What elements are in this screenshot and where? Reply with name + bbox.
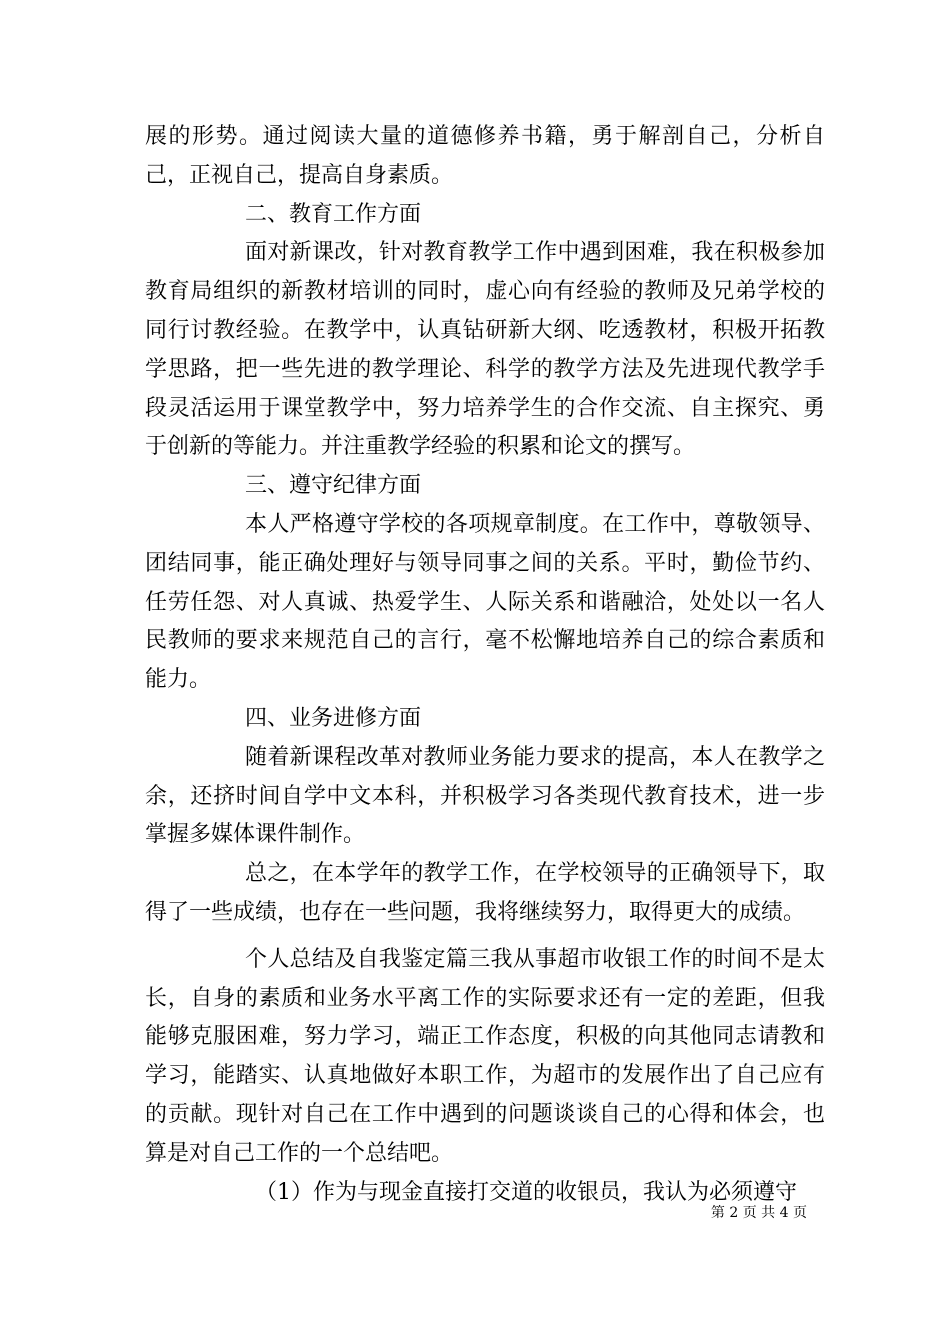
paragraph-discipline: 本人严格遵守学校的各项规章制度。在工作中，尊敬领导、团结同事，能正确处理好与领导同事之间的关系。平时，勤俭节约、任劳任怨、对人真诚、热爱学生、人际关系和谐融洽，处处以一名人民教师的要求来规范自己的言行，毫不松懈地培养自己的综合素质和能力。 — [145, 511, 825, 693]
paragraph-part-three: 个人总结及自我鉴定篇三我从事超市收银工作的时间不是太长，自身的素质和业务水平离工作的实际要求还有一定的差距，但我能够克服困难，努力学习，端正工作态度，积极的向其他同志请教和学习，能踏实、认真地做好本职工作，为超市的发展作出了自己应有的贡献。现针对自己在工作中遇到的问题谈谈自己的心得和体会，也算是对自己工作的一个总结吧。 — [145, 946, 825, 1166]
paragraph-training: 随着新课程改革对教师业务能力要求的提高，本人在教学之余，还挤时间自学中文本科，并积极学习各类现代教育技术，进一步掌握多媒体课件制作。 — [145, 744, 825, 848]
section-heading-education: 二、教育工作方面 — [245, 201, 422, 227]
paragraph-education: 面对新课改，针对教育教学工作中遇到困难，我在积极参加教育局组织的新教材培训的同时，虚心向有经验的教师及兄弟学校的同行讨教经验。在教学中，认真钻研新大纲、吃透教材，积极开拓教学思路，把一些先进的教学理论、科学的教学方法及先进现代教学手段灵活运用于课堂教学中，努力培养学生的合作交流、自主探究、勇于创新的等能力。并注重教学经验的积累和论文的撰写。 — [145, 240, 825, 460]
paragraph-item-one: （1）作为与现金直接打交道的收银员，我认为必须遵守 — [255, 1179, 797, 1205]
page-number: 第 2 页 共 4 页 — [710, 1205, 807, 1221]
document-body — [145, 118, 825, 1212]
section-heading-discipline: 三、遵守纪律方面 — [245, 473, 422, 499]
paragraph-continuation: 展的形势。通过阅读大量的道德修养书籍，勇于解剖自己，分析自己，正视自己，提高自身素质。 — [145, 124, 825, 188]
section-heading-training: 四、业务进修方面 — [245, 705, 422, 731]
paragraph-conclusion: 总之，在本学年的教学工作，在学校领导的正确领导下，取得了一些成绩，也存在一些问题，我将继续努力，取得更大的成绩。 — [145, 861, 825, 925]
